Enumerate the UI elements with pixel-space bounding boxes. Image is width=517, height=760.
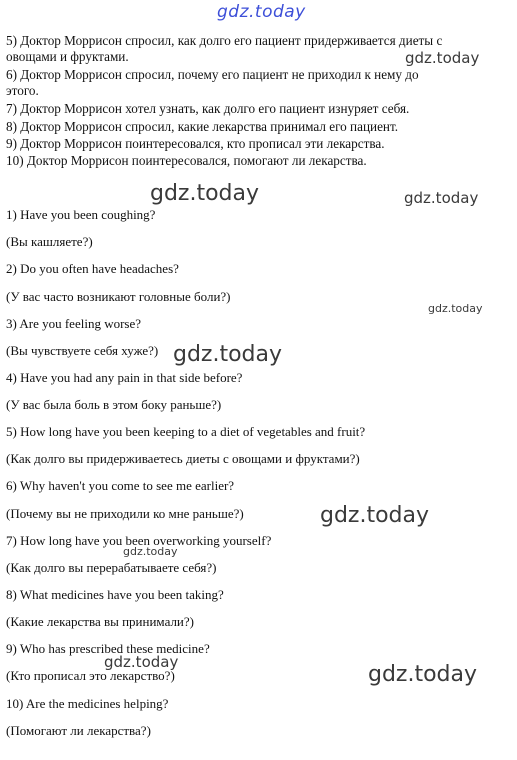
translation-line: (Вы чувствуете себя хуже?): [6, 343, 159, 358]
text-line: 9) Доктор Моррисон поинтересовался, кто прописал эти лекарства.: [6, 136, 385, 151]
text-line: 8) Доктор Моррисон спросил, какие лекарства принимал его пациент.: [6, 119, 399, 134]
translation-line: (Как долго вы придерживаетесь диеты с овощами и фруктами?): [6, 451, 360, 466]
watermark: gdz.today: [405, 49, 480, 67]
watermark: gdz.today: [404, 189, 479, 207]
question-line: 2) Do you often have headaches?: [6, 261, 179, 276]
question-line: 3) Are you feeling worse?: [6, 316, 142, 331]
translation-line: (Почему вы не приходили ко мне раньше?): [6, 506, 244, 521]
text-line: 6) Доктор Моррисон спросил, почему его пациент не приходил к нему до: [6, 67, 419, 82]
translation-line: (Помогают ли лекарства?): [6, 723, 151, 738]
question-line: 6) Why haven't you come to see me earlier?: [6, 478, 235, 493]
watermark: gdz.today: [123, 545, 178, 558]
text-line: овощами и фруктами.: [6, 49, 129, 64]
text-line: 10) Доктор Моррисон поинтересовался, помогают ли лекарства.: [6, 153, 367, 168]
question-line: 10) Are the medicines helping?: [6, 696, 169, 711]
watermark: gdz.today: [368, 662, 478, 687]
question-line: 5) How long have you been keeping to a diet of vegetables and fruit?: [6, 424, 366, 439]
text-line: 5) Доктор Моррисон спросил, как долго его пациент придерживается диеты с: [6, 33, 443, 48]
watermark-top: gdz.today: [217, 2, 306, 22]
watermark: gdz.today: [320, 503, 430, 528]
translation-line: (Вы кашляете?): [6, 234, 93, 249]
watermark: gdz.today: [104, 653, 179, 671]
question-line: 9) Who has prescribed these medicine?: [6, 641, 210, 656]
translation-line: (У вас часто возникают головные боли?): [6, 289, 231, 304]
watermark: gdz.today: [150, 181, 260, 206]
question-line: 7) How long have you been overworking yourself?: [6, 533, 272, 548]
translation-line: (Как долго вы перерабатываете себя?): [6, 560, 217, 575]
translation-line: (У вас была боль в этом боку раньше?): [6, 397, 222, 412]
question-line: 4) Have you had any pain in that side before?: [6, 370, 243, 385]
watermark: gdz.today: [428, 302, 483, 315]
translation-line: (Какие лекарства вы принимали?): [6, 614, 194, 629]
question-line: 1) Have you been coughing?: [6, 207, 156, 222]
watermark: gdz.today: [173, 342, 283, 367]
question-line: 8) What medicines have you been taking?: [6, 587, 224, 602]
text-line: 7) Доктор Моррисон хотел узнать, как долго его пациент изнуряет себя.: [6, 101, 410, 116]
text-line: этого.: [6, 83, 39, 98]
translation-line: (Кто прописал это лекарство?): [6, 668, 175, 683]
